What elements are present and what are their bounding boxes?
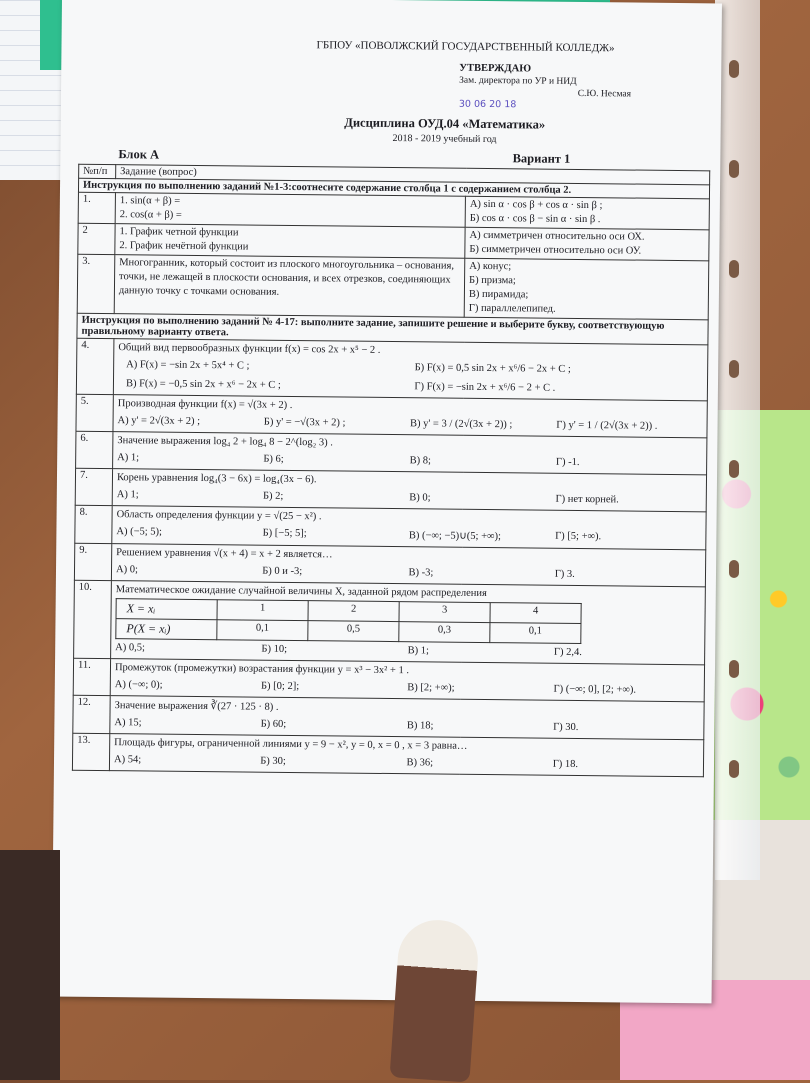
match-left: [115, 224, 465, 259]
answer-option: А) (−∞; 0);: [114, 679, 163, 691]
question-text: Общий вид первообразных функции f(x) = cos 2x + x⁵ − 2 .: [118, 342, 381, 356]
binder-hole: [729, 460, 739, 478]
answer-option: В) 8;: [409, 455, 432, 467]
match-option: Б) cos α · cos β − sin α · sin β .: [469, 212, 601, 226]
answer-option: Г) (−∞; 0], [2; +∞).: [553, 683, 637, 696]
question-number: 8.: [75, 505, 112, 543]
answer-option: А) y' = 2√(3x + 2) ;: [117, 415, 201, 428]
header-task: Задание (вопрос): [116, 165, 710, 185]
table-row: [76, 338, 708, 401]
question-text: Математическое ожидание случайной величины X, заданной рядом распределения: [115, 584, 487, 600]
question-body: [112, 469, 706, 512]
binder-hole: [729, 660, 739, 678]
question-body: [110, 659, 704, 702]
match-right: [464, 258, 709, 320]
dist-cell: X = xᵢ: [116, 599, 217, 620]
binder-hole: [729, 160, 739, 178]
answer-option: А) 15;: [114, 717, 142, 729]
binder-hole: [729, 60, 739, 78]
question-body: [111, 581, 706, 665]
match-item: 1. График четной функции: [119, 226, 239, 239]
academic-year: 2018 - 2019 учебный год: [392, 133, 497, 146]
question-number: 10.: [74, 580, 112, 658]
answer-option: В) -3;: [408, 567, 434, 579]
approval-block: [459, 63, 711, 114]
answer-option: Б) [−5; 5];: [262, 527, 307, 540]
answer-option: Г) F(x) = −sin 2x + x⁶/6 − 2 + C .: [414, 381, 556, 394]
binder-hole: [729, 360, 739, 378]
block-label: Блок А: [118, 147, 160, 162]
answer-option: Б) F(x) = 0,5 sin 2x + x⁶/6 − 2x + C ;: [414, 362, 571, 375]
answer-option: Г) 18.: [552, 758, 579, 770]
answer-option: Г) нет корней.: [555, 493, 619, 506]
question-body: [112, 506, 706, 550]
hand-holding-sheet: [390, 917, 481, 1082]
question-text: Корень уравнения log₄(3 − 6x) = log₄(3x − 6).: [116, 472, 317, 486]
binder-strip: [715, 0, 760, 880]
approval-line-2: С.Ю. Несмая: [577, 88, 632, 100]
table-row: [72, 733, 703, 777]
answer-option: В) (−∞; −5)∪(5; +∞);: [408, 530, 501, 543]
match-option: Б) симметричен относительно оси ОУ.: [469, 243, 642, 257]
answer-option: А) 0;: [115, 564, 138, 576]
question-number: 9.: [74, 543, 111, 580]
match-right: [465, 196, 709, 230]
answer-option: В) 36;: [406, 757, 434, 769]
answer-option: В) [2; +∞);: [407, 682, 455, 694]
variant-label: Вариант 1: [512, 151, 571, 166]
match-item: 2. График нечётной функции: [119, 240, 249, 253]
question-text: Решением уравнения √(x + 4) = x + 2 является…: [116, 547, 333, 561]
answer-option: А) 0,5;: [115, 642, 146, 654]
distribution-prob-row: [116, 619, 581, 644]
dist-cell: 0,1: [490, 623, 581, 644]
question-body: [111, 544, 705, 587]
question-number: 4.: [76, 338, 114, 394]
question-number: 5.: [76, 394, 113, 431]
dist-cell: P(X = xᵢ): [116, 619, 217, 640]
table-row: [77, 254, 709, 320]
match-left: [114, 255, 465, 318]
answer-option: В) F(x) = −0,5 sin 2x + x⁶ − 2x + C ;: [125, 378, 281, 391]
answer-option: Б) 10;: [261, 643, 288, 655]
question-body: [109, 734, 703, 777]
match-option: А) конус;: [469, 260, 512, 273]
org-title: ГБПОУ «ПОВОЛЖСКИЙ ГОСУДАРСТВЕННЫЙ КОЛЛЕДЖ»: [316, 39, 615, 55]
answer-option: В) 0;: [409, 492, 431, 504]
question-number: 11.: [73, 658, 110, 695]
question-body: [113, 395, 707, 438]
table-row: [73, 695, 704, 740]
answer-option: Г) y' = 1 / (2√(3x + 2)) .: [556, 419, 658, 432]
instruction-1: Инструкция по выполнению заданий №1-3:соотнесите содержание столбца 1 с содержанием столбца 2.: [78, 178, 709, 199]
header-num: №п/п: [79, 164, 116, 178]
question-number: 1.: [78, 192, 115, 223]
match-option: А) симметричен относительно оси ОХ.: [469, 229, 645, 243]
answer-option: А) F(x) = −sin 2x + 5x⁴ + C ;: [126, 359, 250, 372]
distribution-table: [115, 598, 581, 644]
questions-table: [72, 164, 710, 778]
question-body: [110, 696, 704, 740]
match-option: Б) призма;: [469, 274, 516, 287]
answer-option: Г) [5; +∞).: [555, 530, 602, 543]
answer-option: А) 1;: [117, 452, 140, 464]
question-text: Значение выражения log₄ 2 + log₄ 8 − 2^(log₂ 3) .: [117, 435, 334, 449]
answer-option: В) 1;: [407, 645, 430, 657]
answer-option: Б) 60;: [260, 718, 287, 730]
answer-option: А) (−5; 5);: [116, 526, 163, 538]
approval-date: 30 06 20 18: [458, 98, 517, 111]
table-row: [74, 580, 706, 665]
discipline-title: Дисциплина ОУД.04 «Математика»: [344, 115, 546, 132]
dist-cell: 4: [490, 603, 581, 624]
dist-cell: 2: [308, 601, 399, 622]
answer-option: В) 18;: [406, 720, 434, 732]
answer-option: Г) 30.: [553, 721, 579, 733]
instruction-2: Инструкция по выполнению заданий № 4-17: выполните задание, запишите решение и выберите букву, соответствующую правильному варианту ответа.: [77, 313, 708, 345]
approval-line-1: Зам. директора по УР и НИД: [459, 75, 577, 87]
answer-option: Б) 0 и -3;: [262, 565, 303, 578]
match-option: А) sin α · cos β + cos α · sin β ;: [469, 198, 603, 212]
approval-caption: УТВЕРЖДАЮ: [459, 62, 532, 75]
question-text: Производная функции f(x) = √(3x + 2) .: [117, 398, 293, 411]
question-number: 12.: [73, 695, 110, 733]
answer-option: Б) 30;: [260, 755, 286, 767]
answer-option: Б) [0; 2];: [260, 680, 300, 693]
answer-option: Г) -1.: [555, 456, 580, 468]
match-left: [115, 193, 465, 228]
question-number: 7.: [75, 468, 112, 505]
match-item: Многогранник, который состоит из плоского многоугольника – основания, точки, не лежащей в плоскости основания, и всех отрезков, соединяющих данную точку с точками основания.: [118, 257, 455, 298]
binder-hole: [729, 760, 739, 778]
table-row: [75, 505, 706, 550]
question-number: 2: [78, 223, 115, 254]
binder-hole: [729, 560, 739, 578]
question-number: 13.: [72, 733, 109, 770]
dist-cell: 0,5: [308, 621, 399, 642]
question-number: 3.: [77, 254, 115, 313]
dist-cell: 0,1: [217, 620, 308, 641]
answer-option: В) y' = 3 / (2√(3x + 2)) ;: [410, 418, 513, 431]
binder-hole: [729, 260, 739, 278]
answer-option: Б) 6;: [263, 453, 284, 465]
question-text: Область определения функции y = √(25 − x²) .: [116, 509, 322, 523]
question-text: Площадь фигуры, ограниченной линиями y = 9 − x², y = 0, x = 0 , x = 3 равна…: [114, 737, 468, 752]
question-body: [113, 339, 708, 401]
match-item: 2. cos(α + β) =: [119, 209, 182, 221]
dist-cell: 1: [217, 600, 308, 621]
question-text: Значение выражения ∛(27 · 125 · 8) .: [114, 700, 279, 713]
match-option: В) пирамида;: [468, 288, 529, 301]
match-right: [465, 227, 709, 261]
exam-sheet: [52, 0, 722, 1003]
dist-cell: 0,3: [399, 622, 490, 643]
question-body: [113, 432, 707, 475]
answer-options: [118, 353, 703, 399]
question-text: Промежуток (промежутки) возрастания функции y = x³ − 3x² + 1 .: [114, 662, 410, 677]
answer-option: Б) y' = −√(3x + 2) ;: [263, 416, 346, 429]
answer-option: Б) 2;: [262, 490, 284, 502]
answer-option: Г) 2,4.: [553, 646, 582, 659]
person-sleeve: [0, 850, 60, 1080]
answer-option: А) 54;: [113, 754, 142, 766]
question-number: 6.: [76, 431, 113, 468]
dist-cell: 3: [399, 602, 490, 623]
match-item: 1. sin(α + β) =: [119, 195, 181, 207]
match-option: Г) параллелепипед.: [468, 302, 556, 315]
answer-option: Г) 3.: [554, 568, 575, 580]
answer-option: А) 1;: [116, 489, 139, 501]
